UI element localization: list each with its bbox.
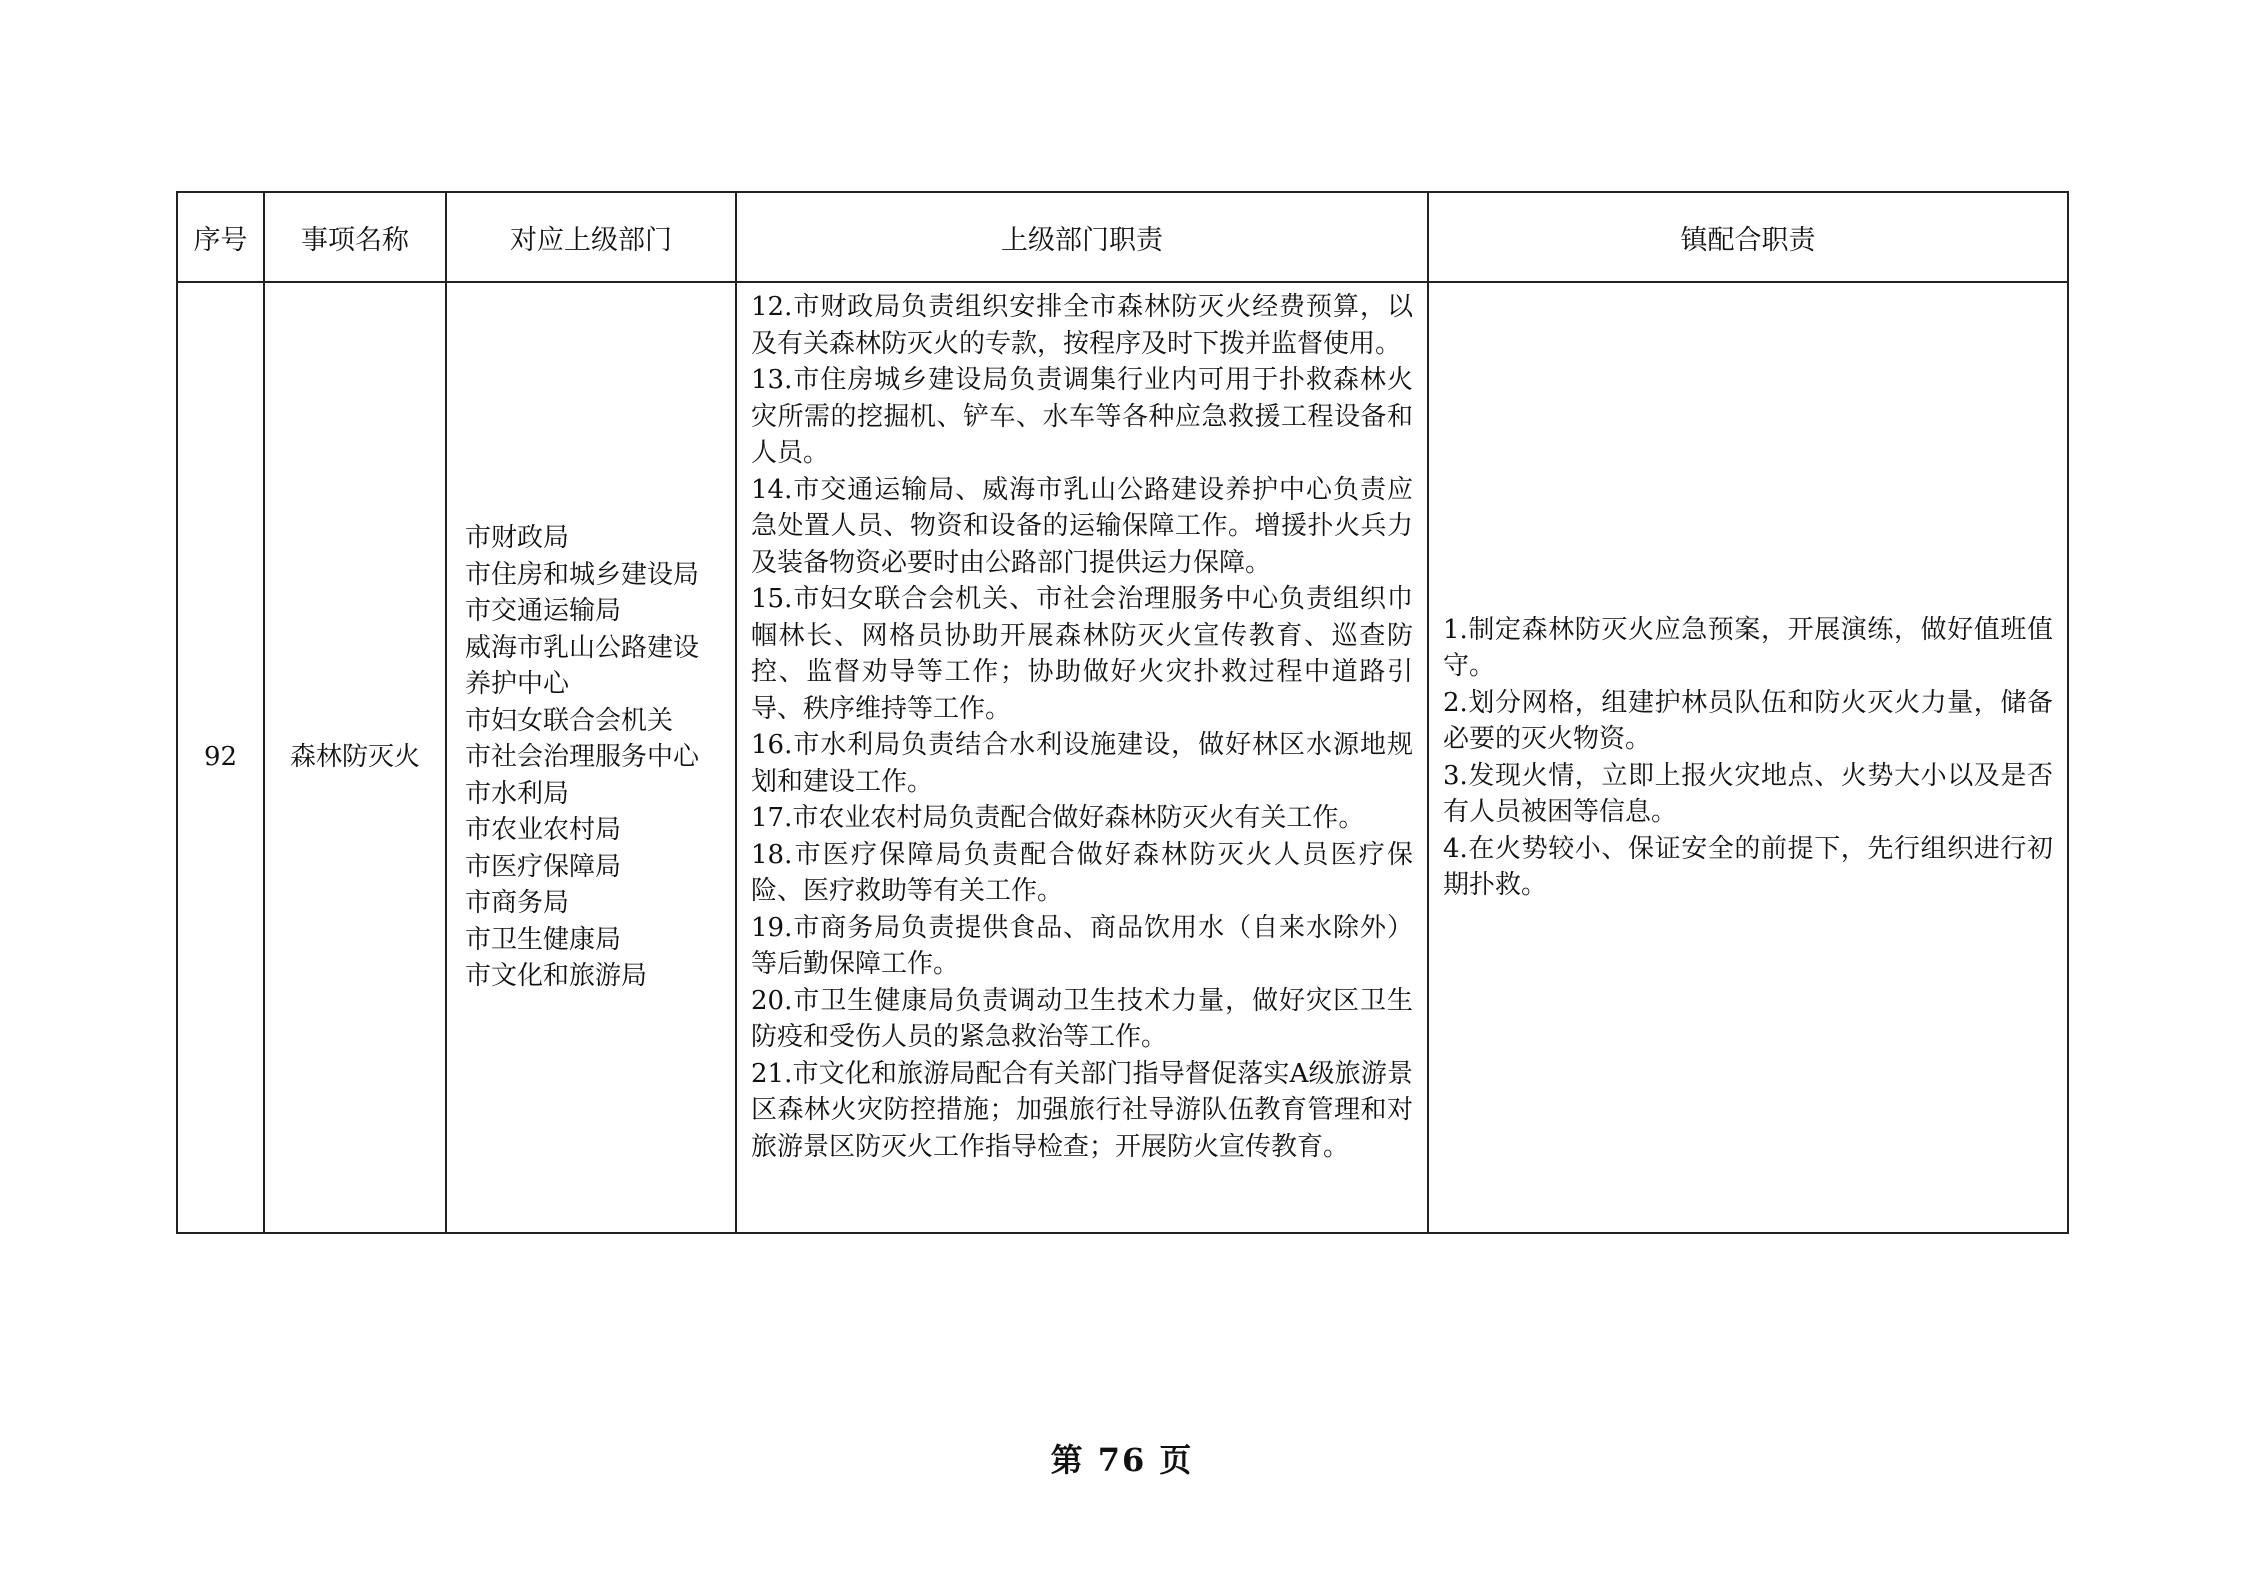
table-row [177, 282, 2068, 1233]
upper-duty-item: 16.市水利局负责结合水利设施建设，做好林区水源地规划和建设工作。 [751, 730, 1413, 797]
upper-duty-item: 15.市妇女联合会机关、市社会治理服务中心负责组织巾帼林长、网格员协助开展森林防灭火宣传教育、巡查防控、监督劝导等工作；协助做好火灾扑救过程中道路引导、秩序维持等工作。 [751, 584, 1413, 724]
department-item: 市妇女联合会机关 [465, 705, 674, 736]
upper-duty-item: 20.市卫生健康局负责调动卫生技术力量，做好灾区卫生防疫和受伤人员的紧急救治等工作。 [751, 985, 1413, 1052]
header-town-duty: 镇配合职责 [1428, 192, 2068, 282]
department-item: 市住房和城乡建设局 [465, 559, 700, 590]
department-item: 市水利局 [465, 778, 570, 809]
upper-duty-item: 13.市住房城乡建设局负责调集行业内可用于扑救森林火灾所需的挖掘机、铲车、水车等各种应急救援工程设备和人员。 [751, 365, 1413, 468]
upper-duty-item: 12.市财政局负责组织安排全市森林防灭火经费预算，以及有关森林防灭火的专款，按程序及时下拨并监督使用。 [751, 292, 1413, 359]
department-item: 威海市乳山公路建设养护中心 [465, 632, 700, 700]
row-seq: 92 [177, 282, 264, 1233]
upper-duty-item: 17.市农业农村局负责配合做好森林防灭火有关工作。 [751, 803, 1365, 833]
town-duty-item: 4.在火势较小、保证安全的前提下，先行组织进行初期扑救。 [1443, 833, 2053, 900]
page-number: 第 76 页 [1050, 1441, 1194, 1479]
upper-duty-item: 18.市医疗保障局负责配合做好森林防灭火人员医疗保险、医疗救助等有关工作。 [751, 839, 1413, 906]
department-item: 市商务局 [465, 888, 570, 919]
header-row [177, 192, 2068, 282]
department-item: 市交通运输局 [465, 596, 622, 627]
town-duty-item: 3.发现火情，立即上报火灾地点、火势大小以及是否有人员被困等信息。 [1443, 760, 2053, 827]
header-item-name: 事项名称 [264, 192, 446, 282]
department-item: 市文化和旅游局 [465, 961, 648, 992]
upper-duty-item: 14.市交通运输局、威海市乳山公路建设养护中心负责应急处置人员、物资和设备的运输保障工作。增援扑火兵力及装备物资必要时由公路部门提供运力保障。 [751, 474, 1413, 578]
department-item: 市医疗保障局 [465, 851, 622, 882]
row-departments [446, 282, 736, 1233]
row-upper-duties [736, 282, 1428, 1233]
row-town-duties [1428, 282, 2068, 1233]
header-upper-duty: 上级部门职责 [736, 192, 1428, 282]
header-department: 对应上级部门 [446, 192, 736, 282]
department-item: 市卫生健康局 [465, 924, 622, 955]
row-item-name: 森林防灭火 [264, 282, 446, 1233]
department-item: 市财政局 [465, 523, 570, 554]
town-duty-item: 1.制定森林防灭火应急预案，开展演练，做好值班值守。 [1443, 614, 2053, 681]
duty-table [176, 191, 2069, 1234]
department-item: 市社会治理服务中心 [465, 742, 700, 773]
upper-duty-item: 21.市文化和旅游局配合有关部门指导督促落实A级旅游景区森林火灾防控措施；加强旅行社导游队伍教育管理和对旅游景区防灭火工作指导检查；开展防火宣传教育。 [751, 1058, 1413, 1162]
town-duty-item: 2.划分网格，组建护林员队伍和防火灭火力量，储备必要的灭火物资。 [1443, 687, 2053, 754]
department-item: 市农业农村局 [465, 815, 622, 846]
upper-duty-item: 19.市商务局负责提供食品、商品饮用水（自来水除外）等后勤保障工作。 [751, 912, 1413, 979]
header-seq: 序号 [177, 192, 264, 282]
